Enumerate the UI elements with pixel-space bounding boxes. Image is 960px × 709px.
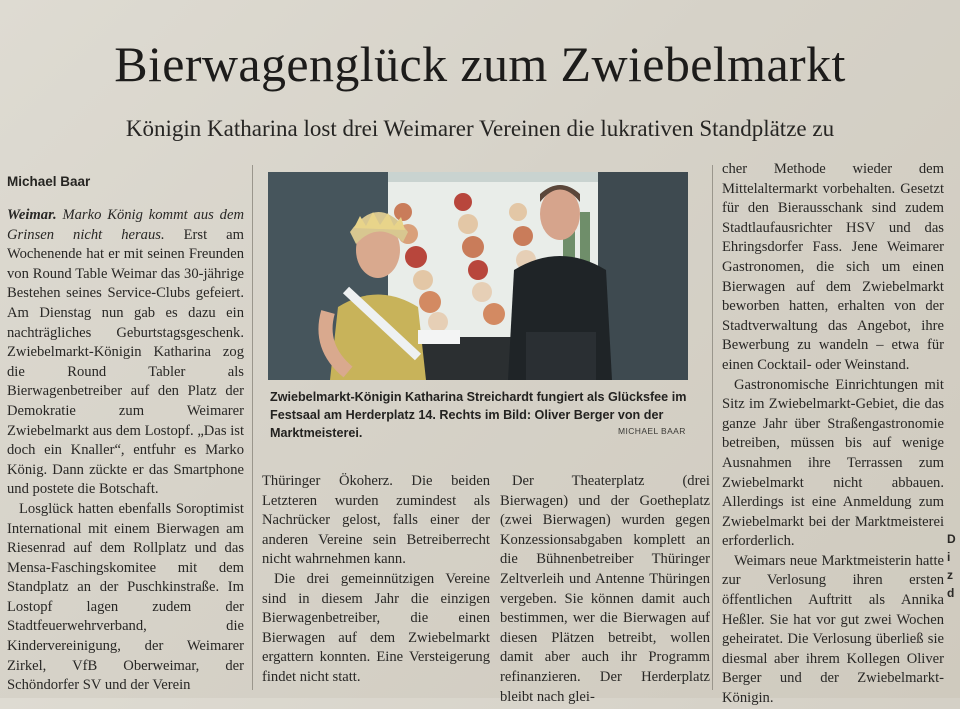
adjacent-article-fragment: D i z d	[947, 532, 956, 600]
paragraph: Thüringer Ökoherz. Die beiden Letzteren wurden zumindest als Nachrücker gelost, falls einer der anderen Vereine sein Betreiberrecht nicht wahrnehmen kann.	[262, 473, 490, 568]
paragraph: Die drei gemeinnützigen Vereine sind in diesem Jahr die einzigen Bierwagenbetreiber, die einen Bierwagen auf dem Zwiebelmarkt ergattern konnten. Eine Versteigerung findet nicht statt.	[262, 570, 490, 685]
photo-caption: Zwiebelmarkt-Königin Katharina Streichardt fungiert als Glücksfee im Festsaal am Herderplatz 14. Rechts im Bild: Oliver Berger von der Marktmeisterei.	[270, 390, 687, 440]
paragraph: Weimars neue Marktmeisterin hatte zur Verlosung ihren ersten öffentlichen Auftritt als Annika Heßler. Sie hat vor gut zwei Wochen geheiratet. Die Verlosung überließ sie diesmal aber ihrem Kollegen Oliver Berger und der Zwiebelmarkt-Königin.	[722, 552, 944, 707]
intro-text: Marko König kommt aus dem Grinsen nicht heraus.	[7, 207, 244, 243]
article-headline: Bierwagenglück zum Zwiebelmarkt	[114, 36, 846, 92]
article-column-2	[262, 472, 490, 688]
article-byline: Michael Baar	[7, 174, 91, 189]
photo-credit: MICHAEL BAAR	[618, 426, 686, 436]
dateline: Weimar.	[7, 207, 57, 223]
paragraph	[7, 206, 244, 500]
article-column-4	[722, 160, 944, 709]
column-rule	[712, 165, 713, 690]
paragraph: Der Theaterplatz (drei Bierwagen) und der Goetheplatz (zwei Bierwagen) wurden gegen Konzessionsabgaben komplett an die Bühnenbetreiber Thüringer Zeltverleih und Antenne Thüringen vergeben. Sie können damit auch bestimmen, wer die Bierwagen auf diesen Plätzen betreibt, wollen damit aber auch ihr Programm refinanzieren. Der Herderplatz bleibt nach glei-	[500, 473, 710, 705]
paragraph-text: Erst am Wochenende hat er mit seinen Freunden von Round Table Weimar das 30-jährige Bestehen seines Service-Clubs gefeiert. Am Dienstag nun gab es dazu ein nachträgliches Geburtstagsgeschenk. Zwiebelmarkt-Königin Katharina zog die Round Tabler als Bierwagenbetreiber auf den Platz der Demokratie zum Weimarer Zwiebelmarkt aus dem Lostopf. „Das ist doch ein Knaller“, entfuhr es Marko König. Dann zückte er das Smartphone und postete die Botschaft.	[7, 226, 244, 498]
paragraph: Losglück hatten ebenfalls Soroptimist International mit einem Bierwagen am Riesenrad auf dem Rollplatz und das Mensa-Faschingskomitee mit dem Standplatz an der Puschkinstraße. Im Lostopf lagen zudem der Stadtfeuerwehrverband, die Kindervereinigung, der Weimarer Zirkel, VfB Oberweimar, der Schöndorfer SV und der Verein	[7, 500, 244, 694]
article-subheadline: Königin Katharina lost drei Weimarer Vereinen die lukrativen Standplätze zu	[125, 116, 835, 141]
article-column-3	[500, 472, 710, 707]
column-rule	[252, 165, 253, 690]
article-column-1	[7, 206, 244, 696]
paragraph: Gastronomische Einrichtungen mit Sitz im Zwiebelmarkt-Gebiet, die das ganze Jahr über Straßengastronomie betreiben, müssen bis auf wenige Ausnahmen ihre Terrassen zum Zwiebelmarkt nicht abbauen. Allerdings ist eine Anmeldung zum Zwiebelmarkt bei der Marktmeisterei erforderlich.	[722, 376, 944, 550]
paragraph: cher Methode wieder dem Mittelaltermarkt vorbehalten. Gesetzt für den Bierausschank sind zudem Stadtlaufausrichter HSV und das Ehringsdorfer Fass. Jene Weimarer Gastronomen, die sich um einen Bierwagen auf dem Zwiebelmarkt beworben hatten, erhalten von der Stadtverwaltung das Angebot, ihre Bewerbung zu wandeln – etwa für einen Cocktail- oder Weinstand.	[722, 161, 944, 373]
photo-illustration	[268, 172, 688, 380]
article-photo	[268, 172, 688, 380]
